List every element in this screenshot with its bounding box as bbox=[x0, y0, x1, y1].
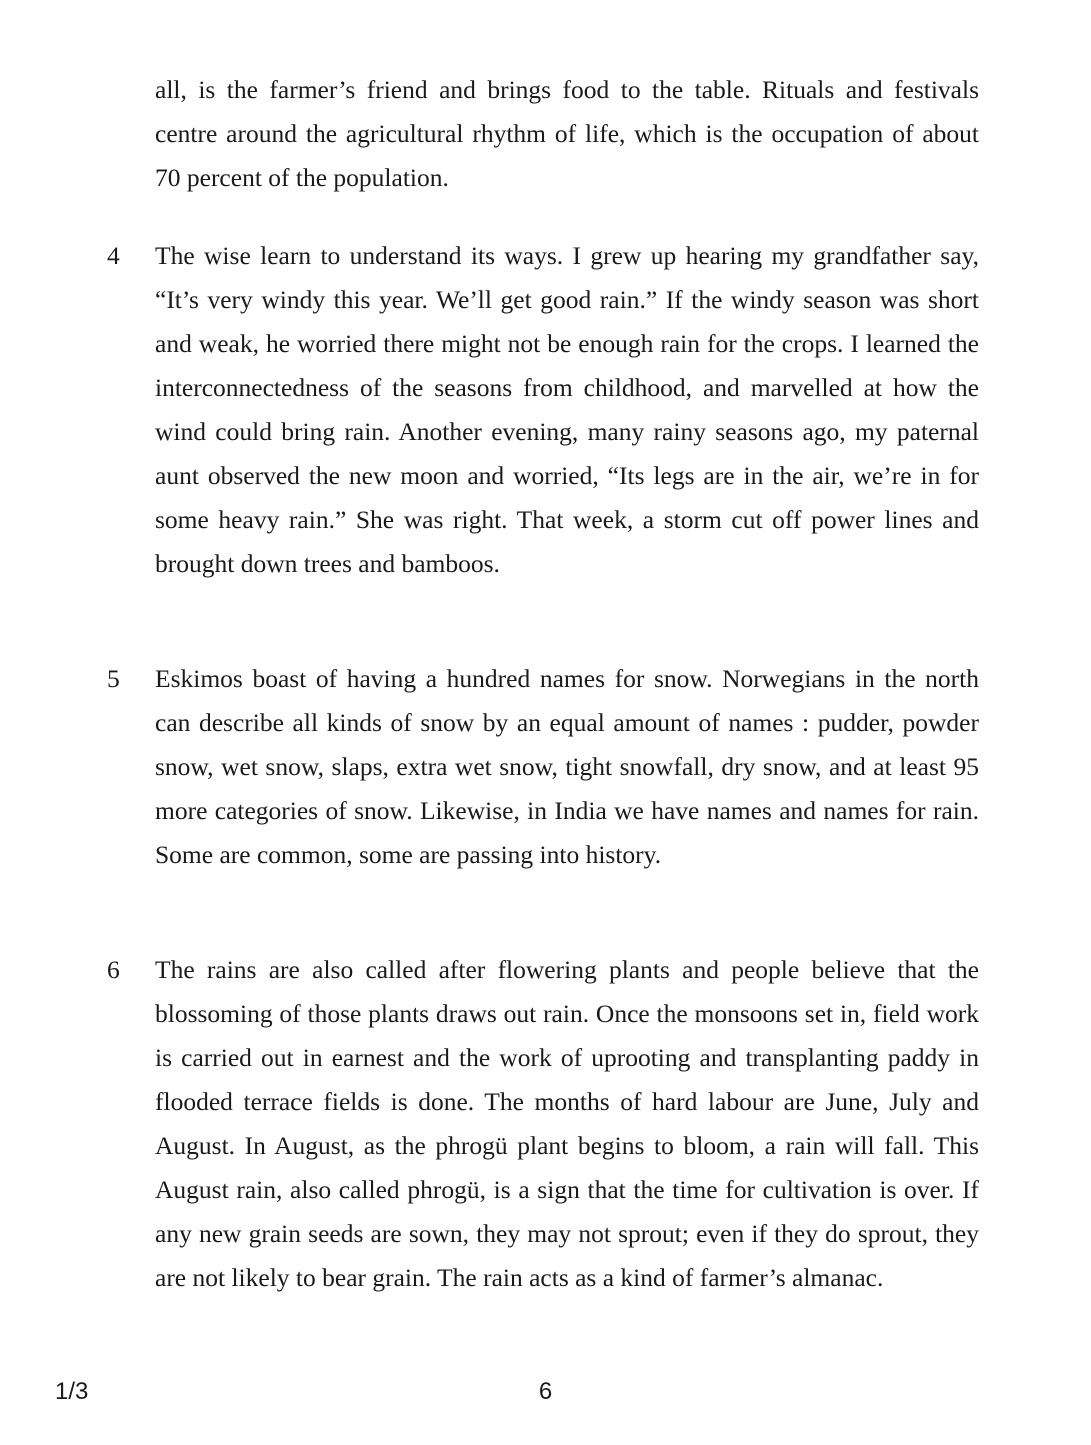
paragraph-5: Eskimos boast of having a hundred names for snow. Norwegians in the north can describe all kinds of snow by an equal amount of names : pudder, powder snow, wet snow, slaps, extra wet snow, tight snowfall, dry snow, and at least 95 more categories of snow. Likewise, in India we have names and names for rain. Some are common, some are passing into history. bbox=[155, 664, 979, 869]
footer-page-number: 6 bbox=[538, 1378, 553, 1405]
paragraph-6: The rains are also called after flowering plants and people believe that the blossoming of those plants draws out rain. Once the monsoons set in, field work is carried out in earnest and the work of uprooting and transplanting paddy in flooded terrace fields is done. The months of hard labour are June, July and August. In August, as the phrogü plant begins to bloom, a rain will fall. This August rain, also called phrogü, is a sign that the time for cultivation is over. If any new grain seeds are sown, they may not sprout; even if they do sprout, they are not likely to bear grain. The rain acts as a kind of farmer’s almanac. bbox=[155, 955, 979, 1292]
footer-paper-code: 1/3 bbox=[55, 1378, 89, 1405]
paragraph-4: The wise learn to understand its ways. I grew up hearing my grandfather say, “It’s very windy this year. We’ll get good rain.” If the windy season was short and weak, he worried there might not be enough rain for the crops. I learned the interconnectedness of the seasons from childhood, and marvelled at how the wind could bring rain. Another evening, many rainy seasons ago, my paternal aunt observed the new moon and worried, “Its legs are in the air, we’re in for some heavy rain.” She was right. That week, a storm cut off power lines and brought down trees and bamboos. bbox=[155, 241, 979, 578]
paragraph-number-4: 4 bbox=[107, 241, 120, 270]
paragraph-3-continued: all, is the farmer’s friend and brings food to the table. Rituals and festivals centre around the agricultural rhythm of life, which is the occupation of about 70 percent of the population. bbox=[155, 75, 979, 192]
paragraph-number-6: 6 bbox=[107, 955, 120, 984]
paragraph-number-5: 5 bbox=[107, 664, 120, 693]
